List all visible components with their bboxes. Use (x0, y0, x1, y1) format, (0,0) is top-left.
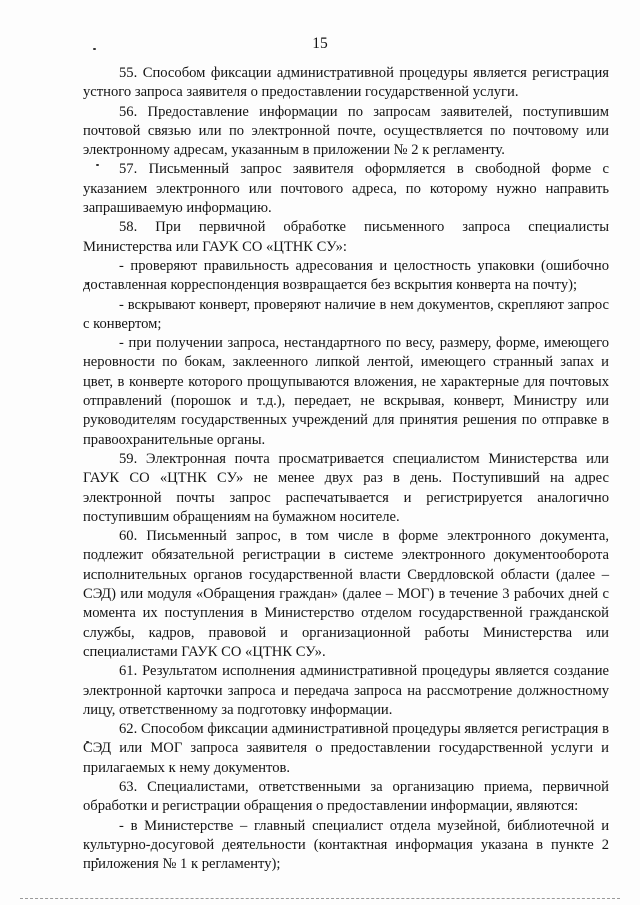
page-number: 15 (312, 35, 328, 52)
paragraph-58: 58. При первичной обработке письменного запроса специалисты Министерства или ГАУК СО «ЦТНК СУ»: (83, 219, 609, 255)
document-body (83, 64, 609, 874)
paragraph-58-item-3: - при получении запроса, нестандартного по весу, размеру, форме, имеющего неровности по бокам, заклеенного липкой лентой, имеющего странный запах и цвет, в конверте которого прощупываются вложения, не характерные для почтовых отправлений (порошок и т.д.), передает, не вскрывая, конверт, Министру или руководителям государственных учреждений для принятия решения по отправке в правоохранительные органы. (83, 335, 609, 448)
paragraph-59: 59. Электронная почта просматривается специалистом Министерства или ГАУК СО «ЦТНК СУ» не менее двух раз в день. Поступивший на адрес электронной почты запрос распечатывается и регистрируется аналогично поступившим обращениям на бумажном носителе. (83, 450, 609, 525)
paragraph-57: 57. Письменный запрос заявителя оформляется в свободной форме с указанием электронного или почтового адреса, по которому нужно направить запрашиваемую информацию. (83, 161, 609, 217)
paragraph-56: 56. Предоставление информации по запросам заявителей, поступившим почтовой связью или по электронной почте, осуществляется по почтовому или электронному адресам, указанным в приложении № 2 к регламенту. (83, 103, 609, 159)
paragraph-58-item-2: - вскрывают конверт, проверяют наличие в нем документов, скрепляют запрос с конвертом; (83, 296, 609, 332)
paragraph-60: 60. Письменный запрос, в том числе в форме электронного документа, подлежит обязательной регистрации в системе электронного документооборота исполнительных органов государственной власти Свердловской области (далее – СЭД) или модуля «Обращения граждан» (далее – МОГ) в течение 3 рабочих дней с момента их поступления в Министерство отделом государственной гражданской службы, кадров, правовой и организационной работы Министерства или специалистами ГАУК СО «ЦТНК СУ». (83, 528, 609, 660)
paragraph-55: 55. Способом фиксации административной процедуры является регистрация устного запроса заявителя о предоставлении государственной услуги. (83, 65, 609, 101)
paragraph-63: 63. Специалистами, ответственными за организацию приема, первичной обработки и регистрации обращения о предоставлении информации, являются: (83, 778, 609, 815)
paragraph-61: 61. Результатом исполнения административной процедуры является создание электронной карточки запроса и передача запроса на рассмотрение должностному лицу, ответственному за подготовку информации. (83, 663, 609, 718)
paragraph-62: 62. Способом фиксации административной процедуры является регистрация в СЭД или МОГ запроса заявителя о предоставлении государственной услуги и прилагаемых к нему документов. (83, 721, 609, 776)
paragraph-63-item-1: - в Министерстве – главный специалист отдела музейной, библиотечной и культурно-досуговой деятельности (контактная информация указана в пункте 2 приложения № 1 к регламенту); (83, 817, 609, 873)
scan-edge-line (20, 898, 620, 899)
scan-speck (93, 48, 96, 50)
paragraph-58-item-1: - проверяют правильность адресования и целостность упаковки (ошибочно доставленная корреспонденция возвращается без вскрытия конверта на почту); (83, 257, 609, 294)
